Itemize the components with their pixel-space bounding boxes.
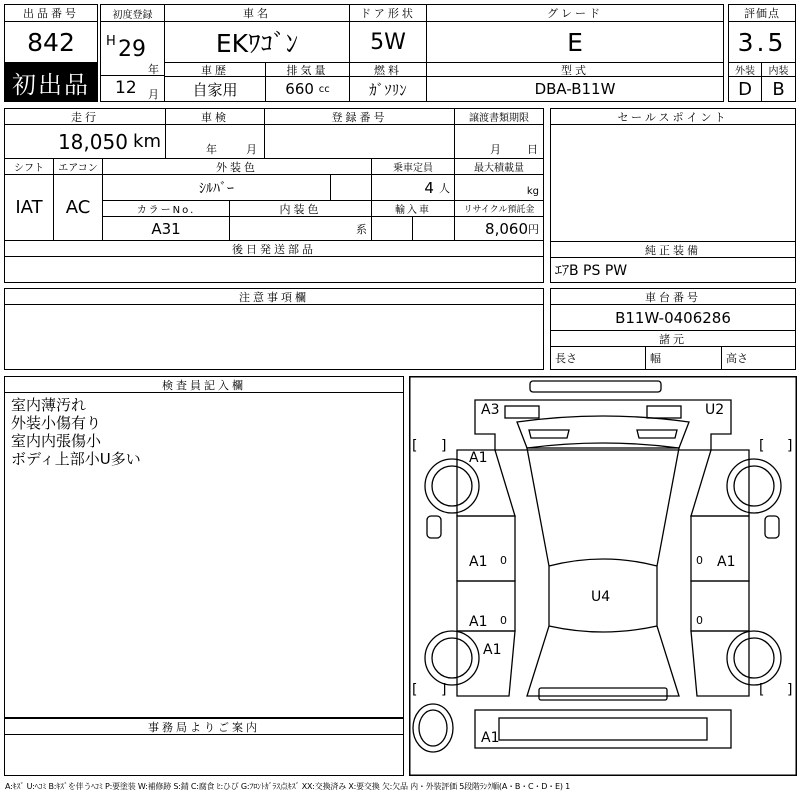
later-parts-header: 後日発送部品 [4,240,544,257]
exterior-color: ｼﾙﾊﾞｰ [102,174,331,201]
first-registration-era: H [106,34,116,49]
inspection-year-unit: 年 [206,143,217,156]
length-cell: 長さ [550,346,646,370]
damage-fender-left: A1 [469,450,488,466]
office-notice [4,734,404,776]
recycle-cell [454,216,544,241]
bracket-mark: [ [759,682,765,698]
inspection-header: 車検 [165,108,265,125]
rear-bumper [539,688,667,700]
inspector-note-line: 室内内張傷小 [11,432,102,450]
first-registration-year-unit: 年 [148,63,159,76]
wheel-front-left-inner [432,466,472,506]
inspector-note-line: 室内薄汚れ [11,396,87,414]
recycle-header: リサイクル預託金 [454,200,544,217]
zero-mark: 0 [500,614,507,627]
chassis-number: B11W-0406286 [550,304,796,331]
damage-door-left-rear: A1 [469,614,488,630]
history-header: 車歴 [164,62,266,77]
office-notice-header: 事務局よりご案内 [4,718,404,735]
inspector-notes [4,392,404,718]
damage-quarter-left: A1 [483,642,502,658]
interior-score-header: 内装 [761,62,796,77]
mileage: 18,050 [57,129,128,154]
capacity-unit: 人 [439,181,450,195]
first-registration-month-unit: 月 [148,88,159,101]
capacity-cell [371,174,455,201]
first-registration-year: 29 [118,37,146,62]
wheel-rear-right [727,631,781,685]
damage-door-right-front: A1 [717,554,736,570]
bracket-mark: ] [441,682,447,698]
interior-color-unit: 系 [356,222,367,236]
recycle-unit: 円 [528,222,539,236]
damage-front-right: U2 [705,402,725,418]
windshield [517,416,689,448]
model-header: 型式 [426,62,724,77]
headlight-left [505,406,539,418]
wheel-rear-left [425,631,479,685]
grade: E [426,21,724,63]
cabin [527,448,679,696]
fuel-header: 燃料 [349,62,427,77]
registration-number [264,124,455,159]
car-damage-diagram [409,376,797,776]
rear-hatch [475,710,731,748]
wheel-front-right-inner [734,466,774,506]
bracket-mark: ] [441,438,447,454]
aircon: AC [53,174,103,241]
sales-points [550,124,796,242]
grade-header: グレード [426,4,724,22]
max-load-cell [454,174,544,201]
bracket-mark: ] [787,438,793,454]
model: DBA-B11W [426,76,724,102]
car-name: EKﾜｺﾞﾝ [164,21,350,63]
exterior-score: D [728,76,762,102]
wheel-rear-left-inner [432,638,472,678]
import-cell-2 [412,216,455,241]
transfer-day-unit: 日 [527,143,538,156]
mirror-left [427,516,441,538]
capacity: 4 [424,178,434,197]
fuel: ｶﾞｿﾘﾝ [349,76,427,102]
roof-front-line [549,559,657,566]
sales-points-header: セールスポイント [550,108,796,125]
bracket-mark: ] [787,682,793,698]
wheel-rear-right-inner [734,638,774,678]
later-parts [4,256,544,283]
max-load-header: 最大積載量 [454,158,544,175]
lot-number: 842 [4,21,98,63]
roof-rear-line [549,626,657,632]
transfer-deadline-header: 譲渡書類期限 [454,108,544,125]
lot-number-header: 出品番号 [4,4,98,22]
rear-window [499,718,707,740]
interior-score: B [761,76,796,102]
transfer-month-unit: 月 [490,143,501,156]
registration-number-header: 登録番号 [264,108,455,125]
genuine-equipment-header: 純正装備 [550,241,796,258]
bracket-mark: [ [759,438,765,454]
damage-door-left-front: A1 [469,554,488,570]
left-front-door [457,516,515,581]
notes [4,304,544,370]
exterior-color-extra [330,174,372,201]
color-number: A31 [102,216,230,241]
exterior-color-header: 外装色 [102,158,372,175]
left-quarter [457,631,515,696]
displacement-unit: cc [318,83,330,95]
score-header: 評価点 [728,4,796,22]
genuine-equipment: ｴｱB PS PW [550,257,796,283]
damage-rear: A1 [481,730,500,746]
import-header: 輸入車 [371,200,455,217]
width-cell: 幅 [645,346,722,370]
door-type-header: ドア形状 [349,4,427,22]
damage-roof: U4 [591,589,611,605]
zero-mark: 0 [696,554,703,567]
import-cell [371,216,413,241]
spare-tire-inner [419,710,447,746]
inspector-note-line: 外装小傷有り [11,414,102,432]
first-registration-month: 12 [115,78,137,98]
color-number-header: カラーNo. [102,200,230,217]
zero-mark: 0 [696,614,703,627]
inspector-note-line: ボディ上部小U多い [11,450,141,468]
chassis-header: 車台番号 [550,288,796,305]
zero-mark: 0 [500,554,507,567]
recycle: 8,060 [485,219,528,238]
bracket-mark: [ [412,438,418,454]
inspector-notes-header: 検査員記入欄 [4,376,404,393]
interior-color-header: 内装色 [229,200,372,217]
first-listing-badge: 初出品 [4,62,98,102]
shift: IAT [4,174,54,241]
notes-header: 注意事項欄 [4,288,544,305]
first-registration-header: 初度登録 [100,4,165,22]
right-fender [691,450,749,516]
capacity-header: 乗車定員 [371,158,455,175]
specs-header: 諸元 [550,330,796,347]
car-name-header: 車名 [164,4,350,22]
displacement-header: 排気量 [265,62,350,77]
inspection-month-unit: 月 [246,143,257,156]
mileage-cell [4,124,166,159]
wheel-front-right [727,459,781,513]
history: 自家用 [164,76,266,102]
mileage-header: 走行 [4,108,166,125]
wiper-right [637,430,677,438]
headlight-right [647,406,681,418]
diagram-frame [410,377,797,776]
height-cell: 高さ [721,346,796,370]
bracket-mark: [ [412,682,418,698]
wheel-front-left [425,459,479,513]
mileage-unit: km [133,131,161,152]
exterior-score-header: 外装 [728,62,762,77]
right-quarter [691,631,749,696]
mirror-right [765,516,779,538]
interior-color-cell [229,216,372,241]
wiper-left [529,430,569,438]
displacement: 660 [285,80,314,98]
front-bumper [530,381,661,392]
aircon-header: エアコン [53,158,103,175]
right-front-door [691,516,749,581]
displacement-cell [265,76,350,102]
damage-front-left: A3 [481,402,500,418]
max-load-unit: kg [526,186,539,197]
door-type: 5W [349,21,427,63]
score: 3.5 [728,21,796,63]
legend: A:ｷｽﾞ U:ﾍｺﾐ B:ｷｽﾞを伴うﾍｺﾐ P:要塗装 W:補修跡 S:錆 C:腐食 ﾋ:ひび G:ﾌﾛﾝﾄｶﾞﾗｽ点ｷｽﾞ XX:交換済み X:要交換 欠:欠品 内・外装評価 5段階ﾗﾝｸ順(A・B・C・D・E) 1 [5,782,570,791]
shift-header: シフト [4,158,54,175]
